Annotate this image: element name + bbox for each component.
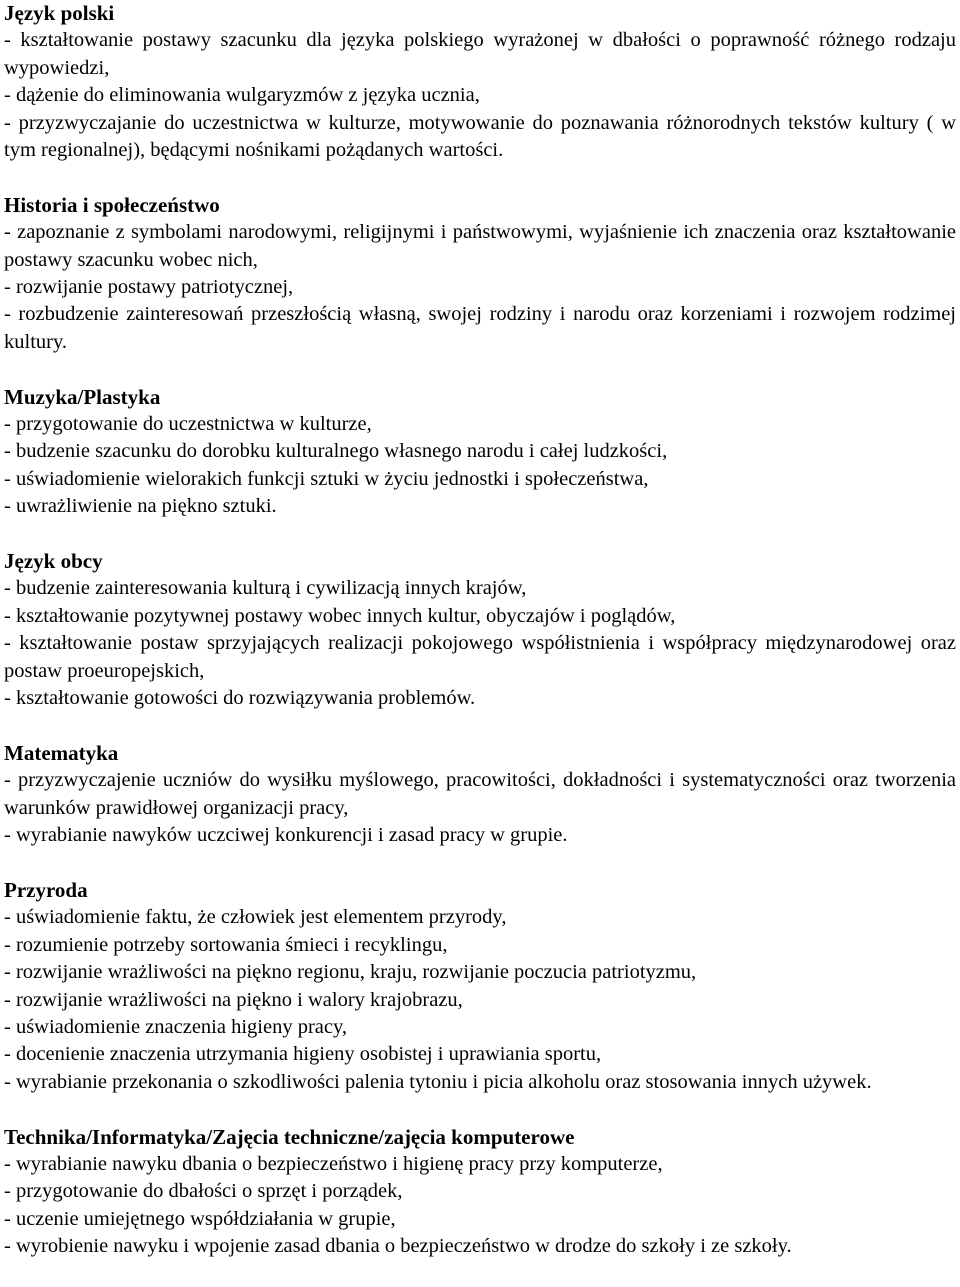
section-spacer: [4, 356, 956, 383]
bullet-line: - kształtowanie gotowości do rozwiązywania problemów.: [4, 687, 476, 710]
bullet-line: - przyzwyczajanie do uczestnictwa w kulturze, motywowanie do poznawania różnorodnych tekstów kultury ( w tym regionalnej), będącymi nośnikami pożądanych wartości.: [4, 111, 956, 162]
bullet-line: - budzenie szacunku do dorobku kulturalnego własnego narodu i całej ludzkości,: [4, 440, 668, 463]
bullet-line: - uświadomienie znaczenia higieny pracy,: [4, 1015, 348, 1038]
bullet-line: - rozwijanie wrażliwości na piękno regionu, kraju, rozwijanie poczucia patriotyzmu,: [4, 961, 697, 984]
bullet-line: - rozbudzenie zainteresowań przeszłością własną, swojej rodziny i narodu oraz korzeniami i rozwojem rodzimej kultury.: [4, 303, 956, 353]
bullet-line: - zapoznanie z symbolami narodowymi, religijnymi i państwowymi, wyjaśnienie ich znaczenia oraz kształtowanie postawy szacunku wobec nich,: [4, 221, 956, 271]
section: [4, 192, 956, 356]
bullet-line: - kształtowanie pozytywnej postawy wobec innych kultur, obyczajów i poglądów,: [4, 604, 676, 627]
section-heading: Technika/Informatyka/Zajęcia techniczne/zajęcia komputerowe: [4, 1124, 575, 1149]
bullet-line: - rozwijanie postawy patriotycznej,: [4, 276, 294, 299]
bullet-line: - rozwijanie wrażliwości na piękno i walory krajobrazu,: [4, 988, 463, 1011]
section-spacer: [4, 164, 956, 191]
bullet-line: - wyrabianie przekonania o szkodliwości palenia tytoniu i picia alkoholu oraz stosowania innych używek.: [4, 1070, 872, 1093]
section: [4, 384, 956, 521]
bullet-line: - budzenie zainteresowania kulturą i cywilizacją innych krajów,: [4, 577, 527, 600]
section-heading: Język obcy: [4, 549, 103, 574]
bullet-line: - rozumienie potrzeby sortowania śmieci i recyklingu,: [4, 933, 448, 956]
section-spacer: [4, 850, 956, 877]
bullet-line: - dążenie do eliminowania wulgaryzmów z języka ucznia,: [4, 84, 480, 107]
bullet-line: - przyzwyczajenie uczniów do wysiłku myślowego, pracowitości, dokładności i systematyczności oraz tworzenia warunków prawidłowej organizacji pracy,: [4, 769, 956, 819]
bullet-line: - przygotowanie do dbałości o sprzęt i porządek,: [4, 1180, 403, 1203]
section-heading: Przyroda: [4, 877, 88, 902]
bullet-line: - wyrobienie nawyku i wpojenie zasad dbania o bezpieczeństwo w drodze do szkoły i ze szkoły.: [4, 1235, 792, 1258]
section: [4, 740, 956, 850]
section-heading: Język polski: [4, 1, 115, 25]
section: [4, 1124, 956, 1261]
bullet-line: - uczenie umiejętnego współdziałania w grupie,: [4, 1207, 396, 1230]
section-heading: Historia i społeczeństwo: [4, 192, 220, 217]
bullet-line: - wyrabianie nawyku dbania o bezpieczeństwo i higienę pracy przy komputerze,: [4, 1152, 663, 1175]
section: [4, 548, 956, 712]
section-heading: Matematyka: [4, 740, 119, 765]
bullet-line: - uwrażliwienie na piękno sztuki.: [4, 495, 277, 518]
bullet-line: - kształtowanie postawy szacunku dla języka polskiego wyrażonej w dbałości o poprawność różnego rodzaju wypowiedzi,: [4, 29, 956, 79]
bullet-line: - uświadomienie wielorakich funkcji sztuki w życiu jednostki i społeczeństwa,: [4, 467, 649, 490]
section-spacer: [4, 713, 956, 740]
bullet-line: - uświadomienie faktu, że człowiek jest elementem przyrody,: [4, 906, 507, 929]
bullet-line: - kształtowanie postaw sprzyjających realizacji pokojowego współistnienia i współpracy międzynarodowej oraz postaw proeuropejskich,: [4, 632, 956, 682]
bullet-line: - docenienie znaczenia utrzymania higieny osobistej i uprawiania sportu,: [4, 1043, 602, 1066]
section: [4, 0, 956, 164]
section-heading: Muzyka/Plastyka: [4, 384, 161, 409]
bullet-line: - przygotowanie do uczestnictwa w kulturze,: [4, 413, 372, 436]
bullet-line: - wyrabianie nawyków uczciwej konkurencji i zasad pracy w grupie.: [4, 824, 568, 847]
section-spacer: [4, 1096, 956, 1123]
section-spacer: [4, 521, 956, 548]
section: [4, 877, 956, 1096]
